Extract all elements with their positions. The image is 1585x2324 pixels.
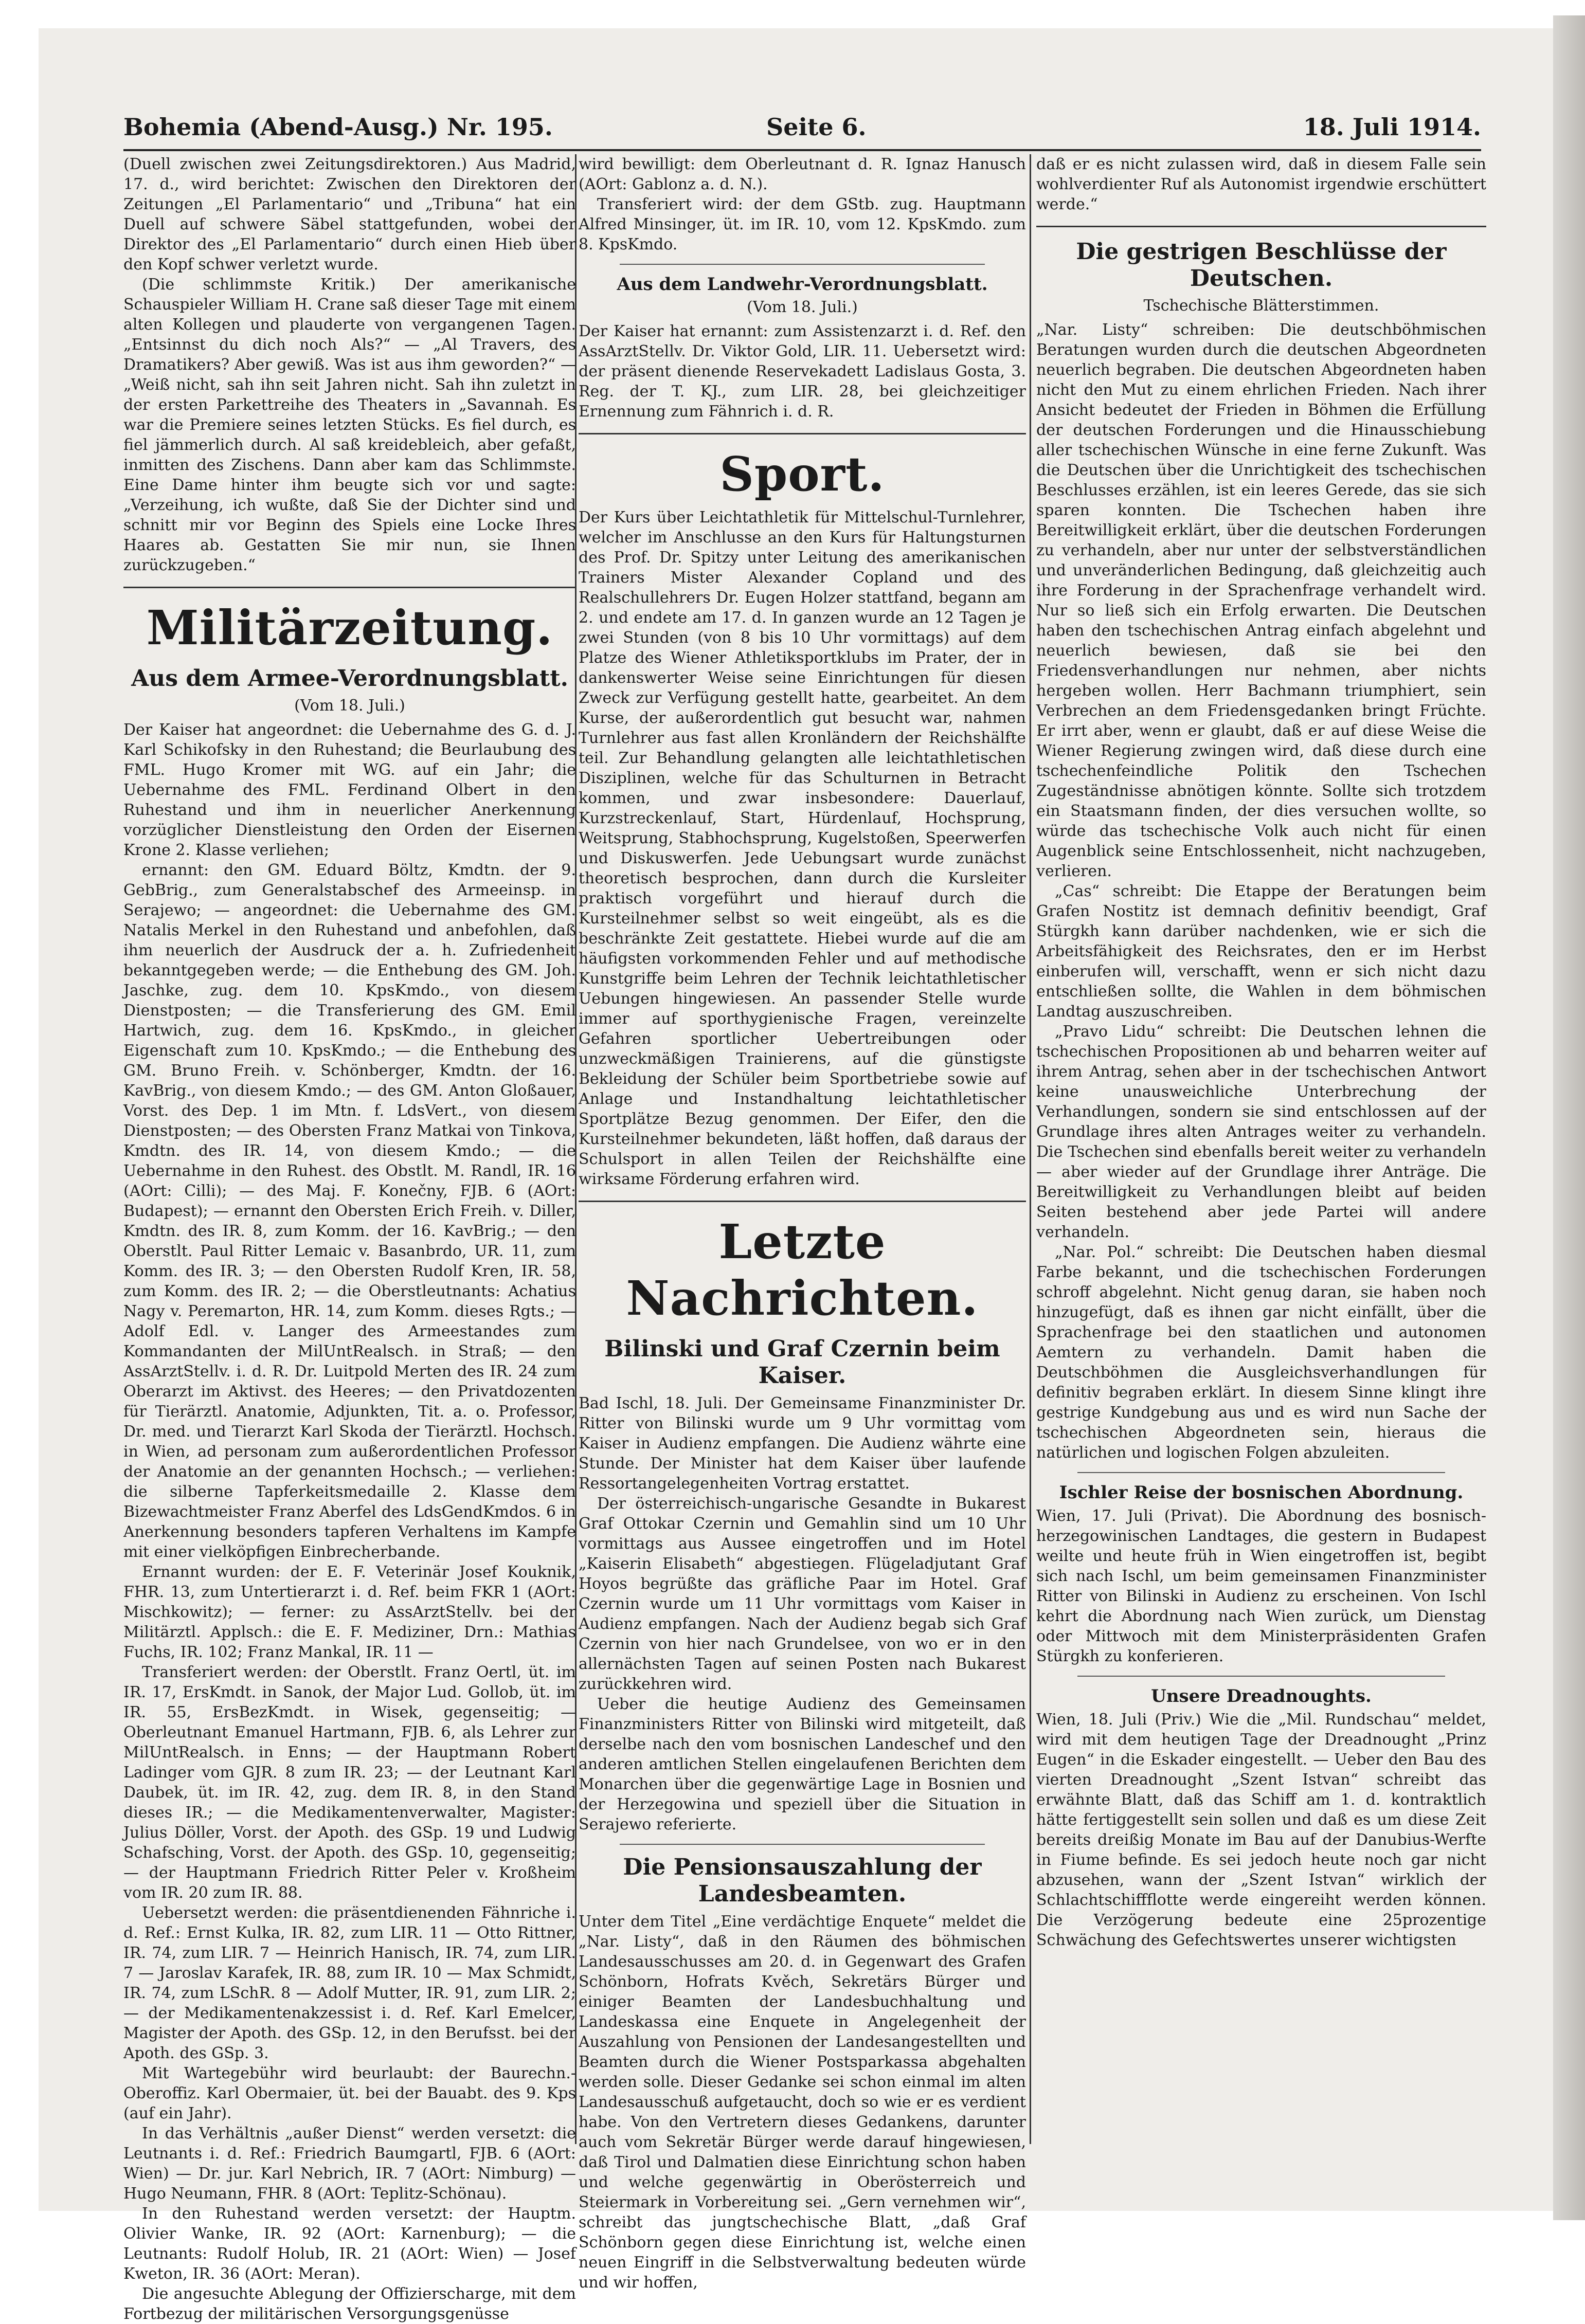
article-paragraph: Ueber die heutige Audienz des Gemeinsamen Finanzministers Ritter von Bilinski wird mitgeteilt, daß derselbe nach den vom bosnischen Landeschef und den anderen amtlichen Stellen eingelaufenen Berichten dem Monarchen über die gegenwärtige Lage in Bosnien und der Herzegowina und speziell über die Situation in Serajewo referierte. (579, 1695, 1026, 1833)
article-paragraph: Bad Ischl, 18. Juli. Der Gemeinsame Finanzminister Dr. Ritter von Bilinski wurde um 9 Uhr vormittag vom Kaiser in Audienz empfangen. Die Audienz währte eine Stunde. Der Minister hat dem Kaiser über laufende Ressortangelegenheiten Vortrag erstattet. (579, 1394, 1026, 1493)
article-paragraph: Der Kaiser hat angeordnet: die Uebernahme des G. d. J. Karl Schikofsky in den Ruhestand; die Beurlaubung des FML. Hugo Kromer mit WG. auf ein Jahr; die Uebernahme des FML. Ferdinand Olbert in den Ruhestand und ihm in neuerlicher Anerkennung vorzüglicher Dienstleistung den Orden der Eisernen Krone 2. Klasse verliehen; (123, 721, 576, 859)
article-paragraph: Wien, 18. Juli (Priv.) Wie die „Mil. Rundschau“ meldet, wird mit dem heutigen Tage der Dreadnought „Prinz Eugen“ in die Eskader eingestellt. — Ueber den Bau des vierten Dreadnought „Szent Istvan“ schreibt das erwähnte Blatt, daß das Schiff am 1. d. kontraktlich hätte fertiggestellt sein sollen und daß es um diese Zeit bereits dreißig Monate im Bau auf der Danubius-Werfte in Fiume befinde. Es sei jedoch heute noch gar nicht abzusehen, wann der „Szent Istvan“ wirklich der Schlachtschiffflotte werde eingereiht werden können. Die Verzögerung bedeute eine 25prozentige Schwächung des Gefechtswertes unserer wichtigsten (1036, 1711, 1486, 1949)
column-rule (1030, 154, 1031, 2144)
page-gutter (1553, 15, 1585, 2220)
column-2 (579, 154, 1026, 2292)
column-3 (1036, 154, 1486, 2149)
article-paragraph: „Pravo Lidu“ schreibt: Die Deutschen lehnen die tschechischen Propositionen ab und beharren weiter auf ihrem Antrag, sehen aber in der tschechischen Antwort keine unausweichliche Unterbrechung der Verhandlungen, sondern sie sind entschlossen auf der Grundlage ihres alten Antrages weiter zu verhandeln. Die Tschechen sind ebenfalls bereit weiter zu verhandeln — aber wieder auf der Grundlage ihrer Anträge. Die Bereitwilligkeit zu Verhandlungen bleibt auf beiden Seiten bestehend aber jede Partei will andere verhandeln. (1036, 1023, 1486, 1241)
section-heading: Letzte Nachrichten. (626, 1214, 979, 1326)
section-divider (620, 264, 985, 265)
section-divider (1077, 1676, 1445, 1677)
subsection-heading: Die gestrigen Beschlüsse der Deutschen. (1076, 239, 1447, 292)
article-paragraph: In das Verhältnis „außer Dienst“ werden versetzt: die Leutnants i. d. Ref.: Friedrich Baumgartl, FJB. 6 (AOrt: Wien) — Dr. jur. Karl Nebrich, IR. 7 (AOrt: Nimburg) — Hugo Neumann, FHR. 8 (AOrt: Teplitz-Schönau). (123, 2125, 576, 2203)
article-paragraph: Unter dem Titel „Eine verdächtige Enquete“ meldet die „Nar. Listy“, daß in den Räumen des böhmischen Landesausschusses am 20. d. in Gegenwart des Grafen Schönborn, Hofrats Kvěch, Sekretärs Bürger und einiger Beamten der Landesbuchhaltung und Landeskassa eine Enquete in Angelegenheit der Auszahlung von Pensionen der Landesangestellten und Beamten durch die Wiener Postsparkassa abgehalten werden solle. Dieser Gedanke sei schon einmal im alten Landesausschuß aufgetaucht, doch so wie er es verdient habe. Von den Vertretern dieses Gedankens, darunter auch vom Sekretär Bürger werde darauf hingewiesen, daß Tirol und Dalmatien diese Einrichtung schon haben und welche gegenwärtig in Oberösterreich und Steiermark in Vorbereitung sei. „Gern vernehmen wir“, schreibt das jungtschechische Blatt, „daß Graf Schönborn gegen diese Einrichtung ist, welche einen neuen Eingriff in die Selbstverwaltung bedeuten würde und wir hoffen, (579, 1913, 1026, 2292)
article-paragraph: Die angesuchte Ablegung der Offizierscharge, mit dem Fortbezug der militärischen Versorgungsgenüsse (123, 2285, 576, 2323)
masthead: Bohemia (Abend-Ausg.) Nr. 195. (123, 113, 553, 141)
subsection-heading: Ischler Reise der bosnischen Abordnung. (1059, 1482, 1464, 1503)
article-paragraph: „Nar. Pol.“ schreibt: Die Deutschen haben diesmal Farbe bekannt, und die tschechischen Forderungen schroff abgelehnt. Nicht genug daran, sie haben noch hinzugefügt, daß es ihnen gar nicht einfällt, über die Sprachenfrage bei den staatlichen und autonomen Aemtern zu verhandeln. Damit haben die Deutschböhmen die Ausgleichsverhandlungen für definitiv begraben erklärt. In diesem Sinne klingt ihre gestrige Kundgebung aus und es wird nun Sache der tschechischen Abgeordneten sein, hieraus die natürlichen und logischen Folgen abzuleiten. (1036, 1243, 1486, 1462)
article-paragraph: daß er es nicht zulassen wird, daß in diesem Falle sein wohlverdienter Ruf als Autonomist irgendwie erschüttert werde.“ (1036, 155, 1486, 213)
column-1 (123, 154, 576, 2323)
article-paragraph: In den Ruhestand werden versetzt: der Hauptm. Olivier Wanke, IR. 92 (AOrt: Karnenburg); — die Leutnants: Rudolf Holub, IR. 21 (AOrt: Wien) — Josef Kweton, IR. 36 (AOrt: Meran). (123, 2205, 576, 2283)
article-paragraph: (Duell zwischen zwei Zeitungsdirektoren.) Aus Madrid, 17. d., wird berichtet: Zwischen den Direktoren der Zeitungen „El Parlamentario“ und „Tribuna“ hat ein Duell auf schwere Säbel stattgefunden, wobei der Direktor des „El Parlamentario“ durch einen Hieb über den Kopf schwer verletzt wurde. (123, 155, 576, 274)
article-paragraph: (Die schlimmste Kritik.) Der amerikanische Schauspieler William H. Crane saß dieser Tage mit einem alten Kollegen und plauderte von vergangenen Tagen. „Entsinnst du dich noch Als?“ — „Al Travers, des Dramatikers? Aber gewiß. Was ist aus ihm geworden?“ — „Weiß nicht, sah ihn seit Jahren nicht. Sah ihn zuletzt in der ersten Parkettreihe des Theaters in „Savannah. Es war die Premiere seines letzten Stücks. Es fiel durch, es fiel jämmerlich durch. Al saß kreidebleich, aber gefaßt, inmitten des Zischens. Dann aber kam das Schlimmste. Eine Dame hinter ihm beugte sich vor und sagte: „Verzeihung, ich wußte, daß Sie der Dichter sind und schnitt mir vor Beginn des Spiels eine Locke Ihres Haares ab. Gestatten Sie mir nun, sie Ihnen zurückzugeben.“ (123, 276, 576, 574)
article-paragraph: „Nar. Listy“ schreiben: Die deutschböhmischen Beratungen wurden durch die deutschen Abgeordneten neuerlich begraben. Die deutschen Abgeordneten haben nicht den Mut zu einem ehrlichen Frieden. Nach ihrer Ansicht bedeutet der Frieden in Böhmen die Erfüllung der deutschen Forderungen und die Hinausschiebung aller tschechischen Wünsche in eine ferne Zukunft. Was die Deutschen über die Unrichtigkeit des tschechischen Beschlusses erzählen, ist ein leeres Gerede, das sie sich sparen konnten. Die Tschechen haben ihre Bereitwilligkeit erklärt, über die deutschen Forderungen zu verhandeln, aber nur unter der selbstverständlichen und unveränderlichen Bedingung, daß gleichzeitig auch ihre Forderung in der Sprachenfrage verhandelt wird. Nur so ließ sich ein Erfolg erwarten. Die Deutschen haben den tschechischen Antrag einfach abgelehnt und neuerlich bewiesen, daß sie bei den Friedensverhandlungen nur nehmen, aber nichts hergeben wollen. Herr Bachmann triumphiert, sein Verbrechen an dem Friedensgedanken bringt Früchte. Er irrt aber, wenn er glaubt, daß er auf diese Weise die Wiener Regierung zwingen wird, daß diese durch eine tschechenfeindliche Politik den Tschechen Zugeständnisse abnötigen könnte. Sollte sich trotzdem ein Staatsmann finden, der dies versuchen wollte, so würde das tschechische Volk auch nicht für einen Augenblick seine Entschlossenheit, nicht nachzugeben, verlieren. (1036, 321, 1486, 880)
article-paragraph: Uebersetzt werden: die präsentdienenden Fähnriche i. d. Ref.: Ernst Kulka, IR. 82, zum LIR. 11 — Otto Rittner, IR. 74, zum LIR. 7 — Heinrich Hanisch, IR. 74, zum LIR. 7 — Jaroslav Karafek, IR. 88, zum IR. 10 — Max Schmidt, IR. 74, zum LSchR. 8 — Adolf Mutter, IR. 91, zum LIR. 2; — der Medikamentenakzessist i. d. Ref. Karl Emelcer, Magister der Apoth. des GSp. 12, in den Berufsst. bei der Apoth. des GSp. 3. (123, 1904, 576, 2062)
subsection-heading: Aus dem Landwehr-Verordnungsblatt. (617, 274, 988, 295)
subsection-heading: Aus dem Armee-Verordnungsblatt. (131, 665, 568, 692)
section-divider (620, 1844, 985, 1845)
dateline: (Vom 18. Juli.) (294, 697, 405, 715)
article-paragraph: Der Kurs über Leichtathletik für Mittelschul-Turnlehrer, welcher im Anschlusse an den Kurs für Haltungsturnen des Prof. Dr. Spitzy unter Leitung des amerikanischen Trainers Mister Alexander Copland und des Realschullehrers Dr. Eugen Holzer stattfand, begann am 2. und endete am 17. d. In ganzen wurde an 12 Tagen je zwei Stunden (von 8 bis 10 Uhr vormittags) auf dem Platze des Wiener Athletiksportklubs im Prater, der in dankenswerter Weise seine Einrichtungen für diesen Zweck zur Verfügung gestellt hatte, gearbeitet. An dem Kurse, der außerordentlich gut besucht war, nahmen Turnlehrer aus fast allen Kronländern der Reichshälfte teil. Zur Behandlung gelangten alle leichtathletischen Disziplinen, welche für das Schulturnen in Betracht kommen, und zwar insbesondere: Dauerlauf, Kurzstreckenlauf, Start, Hürdenlauf, Hochsprung, Weitsprung, Stabhochsprung, Kugelstoßen, Speerwerfen und Diskuswerfen. Jede Uebungsart wurde zunächst theoretisch besprochen, dann durch die Kursleiter praktisch vorgeführt und hierauf durch die Kursteilnehmer selbst so weit eingeübt, als es die beschränkte Zeit gestattete. Hiebei wurde auf die am häufigsten vorkommenden Fehler und auf methodische Kunstgriffe beim Lehren der Technik leichtathletischer Uebungen hingewiesen. An passender Stelle wurde immer auf sporthygienische Fragen, vereinzelte Gefahren sportlicher Uebertreibungen oder unzweckmäßigen Trainierens, auf die günstigste Bekleidung der Schüler beim Sportbetriebe sowie auf Anlage und Instandhaltung leichtathletischer Sportplätze Bezug genommen. Der Eifer, den die Kursteilnehmer bekundeten, läßt hoffen, daß daraus der Schulsport in allen Teilen der Reichshälfte eine wirksame Förderung erfahren wird. (579, 509, 1026, 1188)
page-number: Seite 6. (766, 113, 867, 141)
subsection-heading: Die Pensionsauszahlung der Landesbeamten. (623, 1854, 982, 1907)
page-header (123, 108, 1481, 151)
section-divider (579, 433, 1026, 434)
section-divider (123, 587, 576, 588)
article-paragraph: Der österreichisch-ungarische Gesandte in Bukarest Graf Ottokar Czernin und Gemahlin sind um 10 Uhr vormittags aus Aussee eingetroffen und im Hotel „Kaiserin Elisabeth“ abgestiegen. Flügeladjutant Graf Hoyos begrüßte das gräfliche Paar im Hotel. Graf Czernin wurde um 11 Uhr vormittags vom Kaiser in Audienz empfangen. Nach der Audienz begab sich Graf Czernin von hier nach Grundelsee, von wo er in den allernächsten Tagen auf seinen Posten nach Bukarest zurückkehren wird. (579, 1495, 1026, 1693)
section-divider (1077, 1472, 1445, 1473)
article-paragraph: Transferiert wird: der dem GStb. zug. Hauptmann Alfred Minsinger, üt. im IR. 10, vom 12. KpsKmdo. zum 8. KpsKmdo. (579, 195, 1026, 253)
article-paragraph: Mit Wartegebühr wird beurlaubt: der Baurechn.-Oberoffiz. Karl Obermaier, üt. bei der Bauabt. des 9. Kps (auf ein Jahr). (123, 2064, 576, 2122)
article-paragraph: ernannt: den GM. Eduard Böltz, Kmdtn. der 9. GebBrig., zum Generalstabschef des Armeeinsp. in Serajewo; — angeordnet: die Uebernahme des GM. Natalis Merkel in den Ruhestand und anbefohlen, daß ihm neuerlich der Ausdruck der a. h. Zufriedenheit bekanntgegeben werde; — die Enthebung des GM. Joh. Jaschke, zug. dem 10. KpsKmdo., von diesem Dienstposten; — die Transferierung des GM. Emil Hartwich, zug. dem 16. KpsKmdo., in gleicher Eigenschaft zum 10. KpsKmdo.; — die Enthebung des GM. Bruno Freih. v. Schönberger, Kmdtn. der 16. KavBrig., von diesem Kmdo.; — des GM. Anton Gloßauer, Vorst. des Dep. 1 im Mtn. f. LdsVert., von diesem Dienstposten; — des Obersten Franz Matkai von Tinkova, Kmdtn. des IR. 14, von diesem Kmdo.; — die Uebernahme in den Ruhest. des Obstlt. M. Randl, IR. 16 (AOrt: Cilli); — des Maj. F. Konečny, FJB. 6 (AOrt: Budapest); — ernannt den Obersten Erich Freih. v. Diller, Kmdtn. des IR. 8, zum Komm. der 16. KavBrig.; — den Oberstlt. Paul Ritter Lemaic v. Basanbrdo, UR. 11, zum Komm. des IR. 3; — den Obersten Rudolf Kren, IR. 58, zum Komm. des IR. 2; — die Oberstleutnants: Achatius Nagy v. Peremarton, HR. 14, zum Komm. dieses Rgts.; — Adolf Edl. v. Langer des Armeestandes zum Kommandanten der MilUntRealsch. in Straß; — den AssArztStellv. i. d. R. Dr. Luitpold Merten des IR. 24 zum Oberarzt im Aktivst. des Heeres; — den Privatdozenten für Tierärztl. Anatomie, Adjunkten, Tit. a. o. Professor, Dr. med. und Tierarzt Karl Skoda der Tierärztl. Hochsch. in Wien, ad personam zum außerordentlichen Professor der Anatomie an der genannten Hochsch.; — verliehen: die silberne Tapferkeitsmedaille 2. Klasse dem Bizewachtmeister Franz Aberfel des LdsGendKmdos. 6 in Anerkennung besonders tapferen Verhaltens im Kampfe mit einer vielköpfigen Einbrecherbande. (123, 861, 576, 1561)
article-paragraph: Ernannt wurden: der E. F. Veterinär Josef Kouknik, FHR. 13, zum Untertierarzt i. d. Ref. beim FKR 1 (AOrt: Mischkowitz); — ferner: zu AssArztStellv. bei der Militärztl. Applsch.: die E. F. Mediziner, Drn.: Mathias Fuchs, IR. 102; Franz Mankal, IR. 11 — (123, 1563, 576, 1661)
article-paragraph: Der Kaiser hat ernannt: zum Assistenzarzt i. d. Ref. den AssArztStellv. Dr. Viktor Gold, LIR. 11. Uebersetzt wird: der präsent dienende Reservekadett Ladislaus Gosta, 3. Reg. der T. KJ., zum LIR. 28, bei gleichzeitiger Ernennung zum Fähnrich i. d. R. (579, 322, 1026, 421)
article-paragraph: wird bewilligt: dem Oberleutnant d. R. Ignaz Hanusch (AOrt: Gablonz a. d. N.). (579, 155, 1026, 193)
subheading: Tschechische Blätterstimmen. (1143, 297, 1379, 315)
article-paragraph: „Cas“ schreibt: Die Etappe der Beratungen beim Grafen Nostitz ist demnach definitiv beendigt, Graf Stürgkh kann darüber nachdenken, wie er sich die Arbeitsfähigkeit des Reichsrates, den er im Herbst einberufen will, verschafft, wenn er sich nicht dazu entschließen sollte, die Wahlen in dem böhmischen Landtag auszuschreiben. (1036, 882, 1486, 1021)
article-paragraph: Transferiert werden: der Oberstlt. Franz Oertl, üt. im IR. 17, ErsKmdt. in Sanok, der Major Lud. Gollob, üt. im IR. 55, ErsBezKmdt. in Wisek, gegenseitig; — Oberleutnant Emanuel Hartmann, FJB. 6, als Lehrer zur MilUntRealsch. in Enns; — der Hauptmann Robert Ladinger vom GJR. 8 zum IR. 23; — der Leutnant Karl Daubek, üt. im IR. 42, zug. dem IR. 8, in den Stand dieses IR.; — die Medikamentenverwalter, Magister: Julius Döller, Vorst. der Apoth. des GSp. 19 und Ludwig Schafsching, Vorst. der Apoth. des GSp. 10, gegenseitig; — der Hauptmann Friedrich Ritter Peler v. Kroßheim vom IR. 20 zum IR. 88. (123, 1663, 576, 1902)
section-divider (1036, 226, 1486, 227)
subsection-heading: Unsere Dreadnoughts. (1151, 1686, 1372, 1706)
section-heading: Sport. (719, 446, 885, 502)
issue-date: 18. Juli 1914. (1303, 113, 1481, 141)
section-divider (579, 1201, 1026, 1202)
section-heading: Militärzeitung. (146, 600, 553, 656)
article-paragraph: Wien, 17. Juli (Privat). Die Abordnung des bosnisch-herzegowinischen Landtages, die gestern in Budapest weilte und heute früh in Wien eingetroffen ist, begibt sich nach Ischl, um beim gemeinsamen Finanzminister Ritter von Bilinski in Audienz zu erscheinen. Von Ischl kehrt die Abordnung nach Wien zurück, um Dienstag oder Mittwoch mit dem Ministerpräsidenten Grafen Stürgkh zu konferieren. (1036, 1507, 1486, 1665)
dateline: (Vom 18. Juli.) (747, 298, 858, 316)
subsection-heading: Bilinski und Graf Czernin beim Kaiser. (604, 1336, 1000, 1389)
